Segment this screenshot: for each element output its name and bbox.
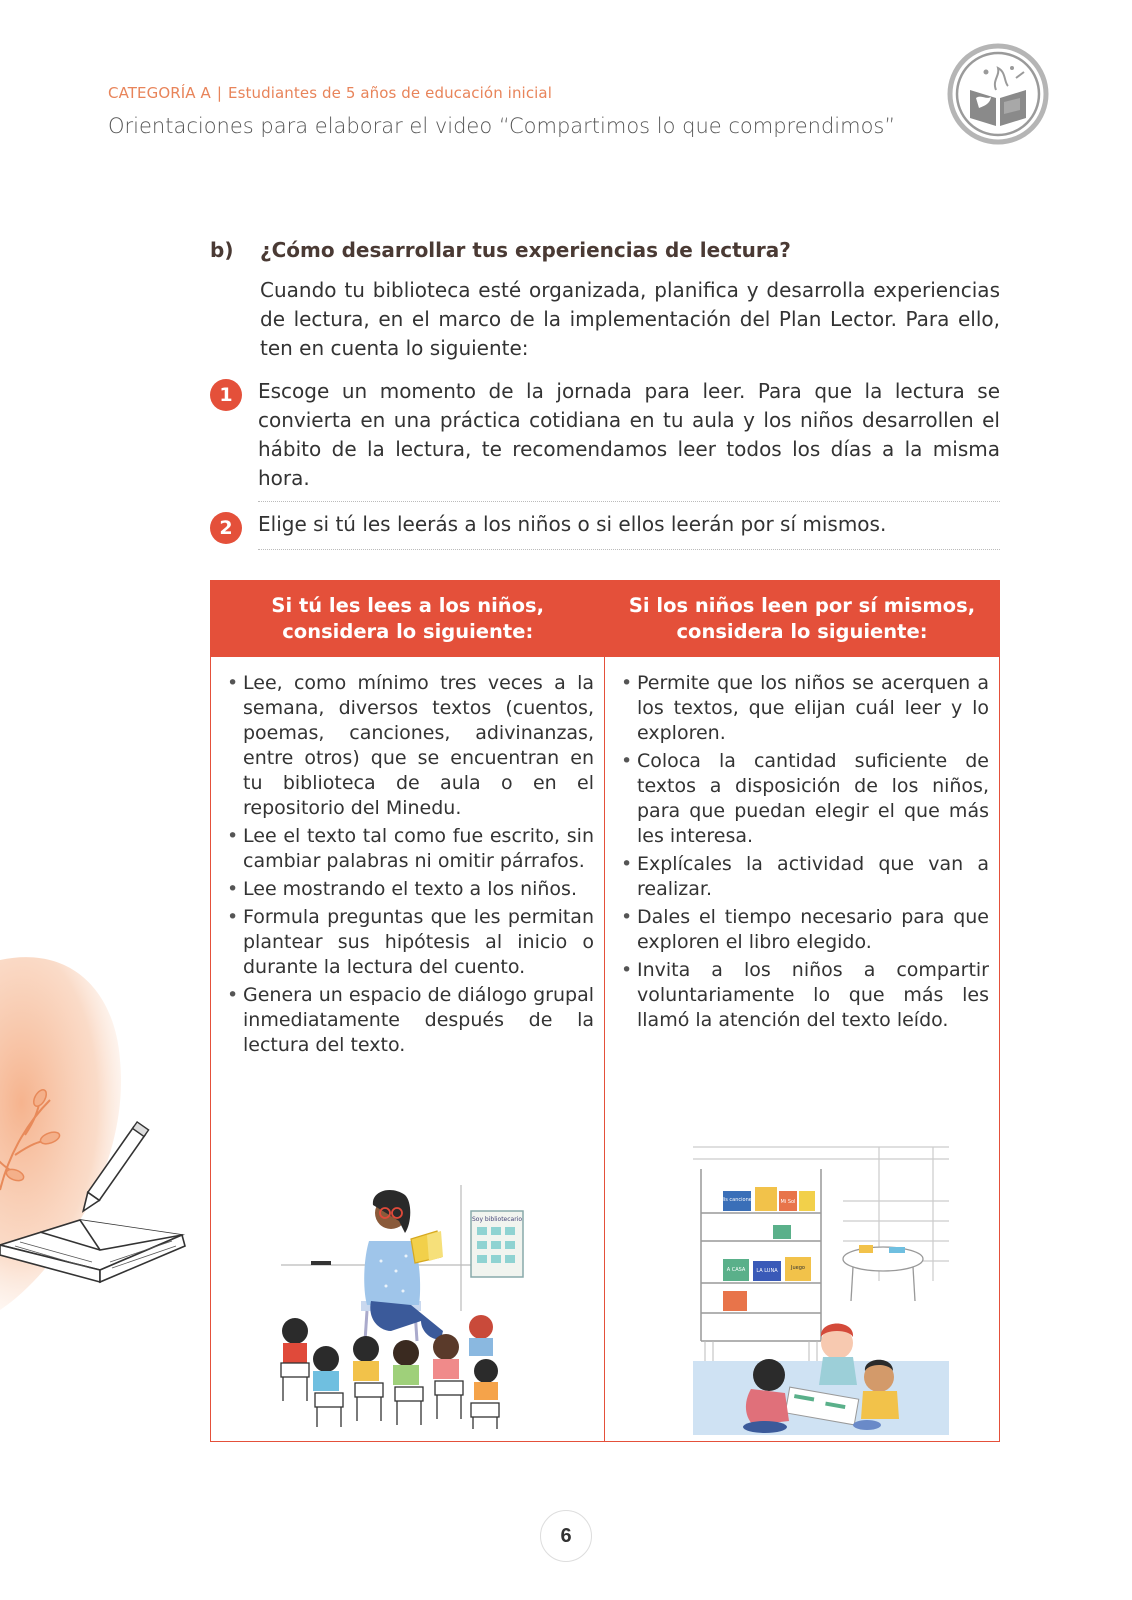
list-item: • Invita a los niños a compartir voluntariamente lo que más les llamó la atención del texto leído. — [621, 958, 989, 1033]
bullet-list — [605, 657, 999, 1033]
header-category — [108, 84, 552, 102]
list-item: • Lee el texto tal como fue escrito, sin cambiar palabras ni omitir párrafos. — [227, 824, 594, 874]
list-item: • Permite que los niños se acerquen a los textos, que elijan cuál leer y lo exploren. — [621, 671, 989, 746]
step-item — [210, 377, 1000, 493]
category-separator: | — [216, 84, 223, 102]
header-title: Orientaciones para elaborar el video “Compartimos lo que comprendimos” — [108, 114, 896, 138]
section-heading — [210, 238, 1000, 262]
step-text: Escoge un momento de la jornada para leer. Para que la lectura se convierta en una práctica cotidiana en tu aula y los niños desarrollen el hábito de la lectura, te recomendamos leer todos los días a la misma hora. — [258, 379, 1000, 490]
list-item: • Explícales la actividad que van a realizar. — [621, 852, 989, 902]
column-heading: Si los niños leen por sí mismos, considera lo siguiente: — [605, 581, 999, 657]
list-item: • Genera un espacio de diálogo grupal inmediatamente después de la lectura del texto. — [227, 983, 594, 1058]
category-label: CATEGORÍA A — [108, 84, 211, 102]
list-item: • Coloca la cantidad suficiente de textos a disposición de los niños, para que puedan elegir el que más les interesa. — [621, 749, 989, 849]
page-number: 6 — [540, 1510, 592, 1562]
children-reading-illustration — [693, 1141, 949, 1435]
teacher-reading-illustration — [271, 1181, 531, 1431]
step-number-badge: 1 — [210, 379, 242, 411]
book-label: Juego — [791, 1265, 805, 1271]
column-children-read — [605, 581, 999, 1441]
step-item — [210, 510, 1000, 539]
list-item: • Dales el tiempo necesario para que exploren el libro elegido. — [621, 905, 989, 955]
list-item: • Formula preguntas que les permitan plantear sus hipótesis al inicio o durante la lectura del cuento. — [227, 905, 594, 980]
list-item: • Lee mostrando el texto a los niños. — [227, 877, 594, 902]
book-label: Mi Sol — [780, 1199, 796, 1205]
step-text: Elige si tú les leerás a los niños o si ellos leerán por sí mismos. — [258, 512, 887, 536]
column-heading: Si tú les lees a los niños, considera lo siguiente: — [211, 581, 606, 657]
step-number-badge: 2 — [210, 512, 242, 544]
board-title: Soy bibliotecario — [471, 1216, 523, 1223]
column-teacher-reads — [211, 581, 605, 1441]
dotted-divider — [258, 549, 1000, 550]
reading-logo-icon — [946, 42, 1050, 146]
reading-options-table — [210, 580, 1000, 1442]
main-content — [210, 238, 1000, 550]
dotted-divider — [258, 501, 1000, 502]
audience-label: Estudiantes de 5 años de educación inicial — [228, 84, 552, 102]
list-item: • Lee, como mínimo tres veces a la semana, diversos textos (cuentos, poemas, canciones, adivinanzas, entre otros) que se encuentran en tu biblioteca de aula o en el repositorio del Minedu. — [227, 671, 594, 821]
book-label: A CASA — [726, 1267, 746, 1273]
book-label: LA LUNA — [756, 1268, 778, 1274]
bullet-list — [211, 657, 604, 1058]
section-letter: b) — [210, 238, 234, 262]
book-label: Mis canciones — [719, 1197, 755, 1203]
section-intro: Cuando tu biblioteca esté organizada, planifica y desarrolla experiencias de lectura, en el marco de la implementación del Plan Lector. Para ello, ten en cuenta lo siguiente: — [260, 278, 1000, 360]
section-title: ¿Cómo desarrollar tus experiencias de lectura? — [260, 238, 791, 262]
